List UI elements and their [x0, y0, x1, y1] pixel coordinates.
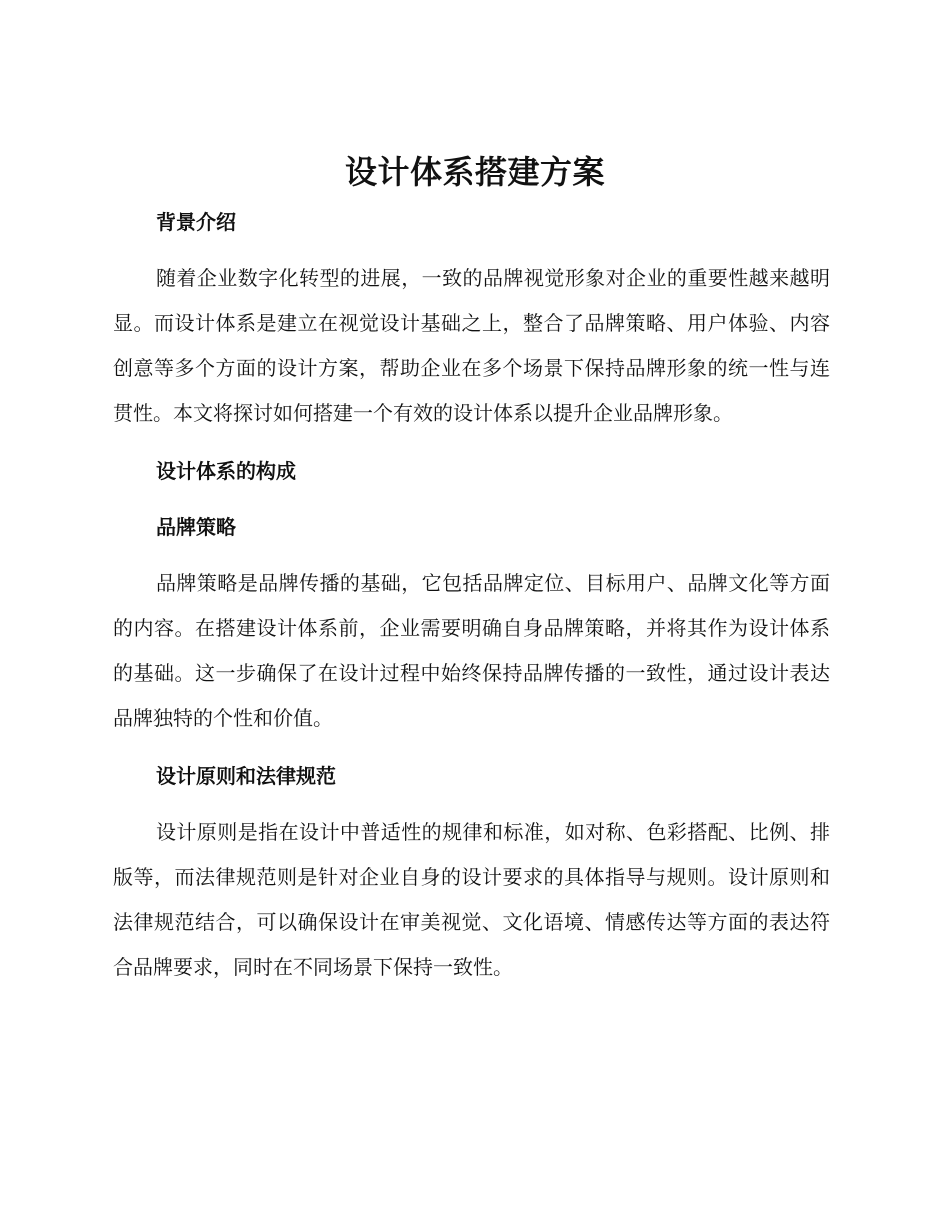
section-heading-composition: 设计体系的构成 — [156, 459, 296, 483]
document-body — [113, 200, 830, 990]
document-title: 设计体系搭建方案 — [344, 153, 605, 191]
section-heading-brand-strategy: 品牌策略 — [156, 515, 236, 539]
section-heading-principles: 设计原则和法律规范 — [156, 764, 336, 788]
section-heading-background: 背景介绍 — [156, 210, 236, 234]
section-paragraph-principles: 设计原则是指在设计中普适性的规律和标准，如对称、色彩搭配、比例、排版等，而法律规范则是针对企业自身的设计要求的具体指导与规则。设计原则和法律规范结合，可以确保设计在审美视觉、文化语境、情感传达等方面的表达符合品牌要求，同时在不同场景下保持一致性。 — [113, 820, 830, 979]
section-paragraph-background: 随着企业数字化转型的进展，一致的品牌视觉形象对企业的重要性越来越明显。而设计体系是建立在视觉设计基础之上，整合了品牌策略、用户体验、内容创意等多个方面的设计方案，帮助企业在多个场景下保持品牌形象的统一性与连贯性。本文将探讨如何搭建一个有效的设计体系以提升企业品牌形象。 — [113, 266, 830, 425]
section-paragraph-brand-strategy: 品牌策略是品牌传播的基础，它包括品牌定位、目标用户、品牌文化等方面的内容。在搭建设计体系前，企业需要明确自身品牌策略，并将其作为设计体系的基础。这一步确保了在设计过程中始终保持品牌传播的一致性，通过设计表达品牌独特的个性和价值。 — [113, 571, 830, 730]
